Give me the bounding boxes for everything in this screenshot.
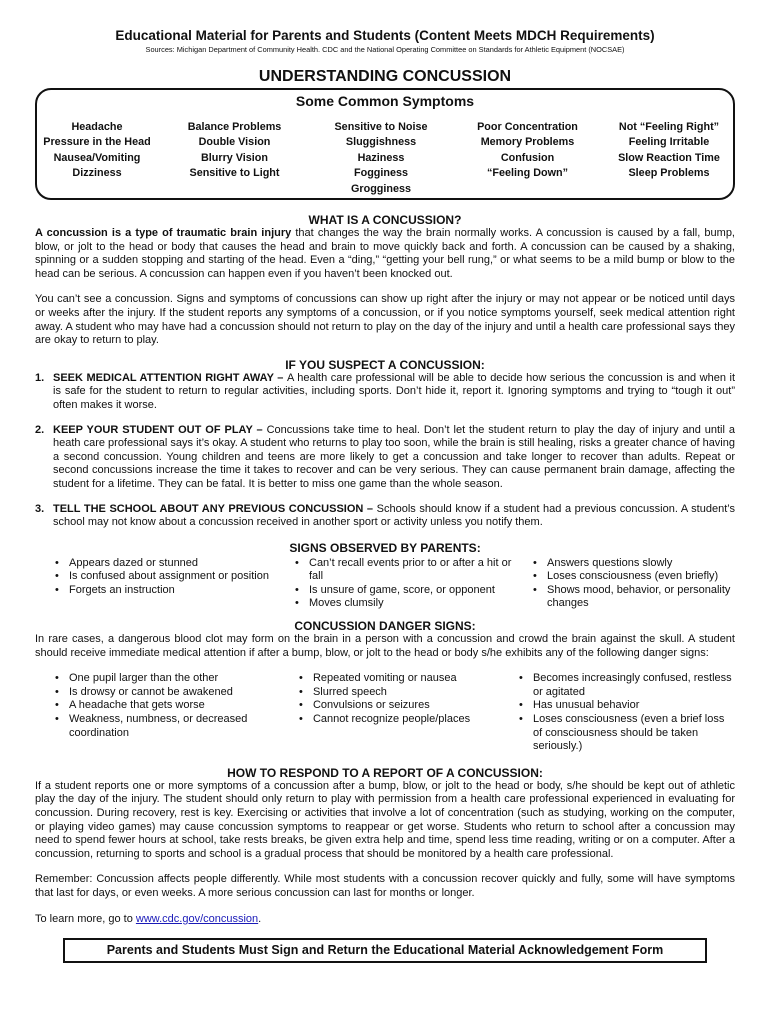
respond-paragraph-1: If a student reports one or more symptoms of a concussion after a bump, blow, or jolt to the head or body, s/he should be kept out of athletic play the day of the injury. The student should only return to play with permission from a health care professional experienced in evaluating for concussion. During recovery, rest is key. Exercising or activities that involve a lot of concentration (such as studying, working on the computer, or playing video games) may cause concussion symptoms to reappear or get worse. Students who return to school after a concussion may need to spend fewer hours at school, take rests breaks, be given extra help and time, spend less time reading, writing or on a computer. After a concussion, returning to sports and school is a gradual process that should be monitored by a health care professional. — [35, 779, 735, 860]
suspect-heading: IF YOU SUSPECT A CONCUSSION: — [285, 357, 485, 372]
symptom-item: “Feeling Down” — [487, 167, 568, 180]
symptom-item: Dizziness — [72, 167, 122, 180]
symptom-item: Sensitive to Light — [189, 167, 280, 180]
symptom-item: Sensitive to Noise — [334, 121, 428, 133]
danger-item: • Becomes increasingly confused, restless or agitated — [515, 672, 735, 699]
danger-item: • Repeated vomiting or nausea — [295, 672, 515, 686]
learn-more-line — [35, 913, 735, 927]
danger-item: • Cannot recognize people/places — [295, 713, 515, 727]
step-text: A health care professional will be able to decide how serious the concussion is and when it is safe for the student to return to regular activities, including sports. Don’t hide it, report it. Ignoring symptoms and trying to “tough it out” often makes it worse. — [53, 371, 736, 411]
symptom-item: Pressure in the Head — [43, 136, 151, 149]
cdc-link[interactable]: www.cdc.gov/concussion — [135, 912, 259, 925]
step-number: 1. — [35, 371, 45, 384]
danger-columns — [35, 672, 735, 754]
what-is-paragraph-2: You can’t see a concussion. Signs and symptoms of concussions can show up right after the injury or may not appear or be noticed until days or weeks after the injury. If the student reports any symptoms of a concussion, or if you notice symptoms yourself, seek medical attention right away. A student who may have had a concussion should not return to play on the day of the injury and until a health care professional says they are okay to return to play. — [35, 293, 735, 347]
respond-paragraph-2: Remember: Concussion affects people differently. While most students with a concussion recover quickly and fully, some will have symptoms that last for days, or even weeks. A more serious concussion can last for months or longer. — [35, 873, 735, 899]
sign-item: • Answers questions slowly — [529, 557, 734, 571]
symptom-item: Sluggishness — [345, 136, 417, 149]
main-title: UNDERSTANDING CONCUSSION — [258, 68, 512, 85]
symptom-item: Slow Reaction Time — [618, 151, 720, 164]
symptoms-column — [41, 120, 153, 197]
signs-column — [291, 557, 513, 611]
symptoms-column — [463, 120, 593, 197]
symptoms-column — [316, 120, 446, 197]
sign-item: • Shows mood, behavior, or personality changes — [529, 584, 734, 611]
signs-columns — [35, 557, 735, 611]
symptom-item: Blurry Vision — [200, 151, 268, 164]
sign-item: • Appears dazed or stunned — [51, 557, 283, 571]
suspect-step — [35, 372, 735, 413]
danger-heading: CONCUSSION DANGER SIGNS: — [294, 619, 476, 634]
signs-column — [51, 557, 283, 611]
learn-more-prefix: To learn more, go to — [35, 912, 136, 925]
what-is-text: that changes the way the brain normally works. A concussion is caused by a fall, bump, blow, or jolt to the head or body that causes the head and brain to move quickly back and forth. A concussion can be caused by a shaking, spinning or a sudden stopping and starting of the head. Even a “ding,” “getting your bell rung,” or what seems to be a mild bump or blow to the head can be serious. A concussion can happen even if you haven’t been knocked out. — [35, 227, 735, 280]
symptom-item: Not “Feeling Right” — [618, 121, 720, 133]
suspect-step — [35, 424, 735, 492]
symptom-item: Confusion — [500, 151, 555, 164]
what-is-paragraph-1 — [35, 227, 735, 281]
step-lead: TELL THE SCHOOL ABOUT ANY PREVIOUS CONCUSSION – — [53, 502, 377, 515]
sources-line: Sources: Michigan Department of Community Health. CDC and the National Operating Committee on Standards for Athletic Equipment (NOCSAE) — [145, 45, 625, 54]
respond-heading: HOW TO RESPOND TO A REPORT OF A CONCUSSION: — [227, 765, 543, 780]
symptom-item: Fogginess — [354, 167, 408, 180]
sign-item: • Loses consciousness (even briefly) — [529, 570, 734, 584]
symptom-item: Headache — [71, 121, 123, 133]
danger-column — [51, 672, 281, 754]
suspect-steps — [35, 372, 735, 530]
danger-column — [515, 672, 735, 754]
symptoms-columns — [37, 120, 733, 197]
sign-item: • Moves clumsily — [291, 597, 513, 611]
sign-item: • Is confused about assignment or position — [51, 570, 283, 584]
learn-more-suffix: . — [258, 912, 262, 925]
danger-column — [295, 672, 515, 754]
danger-item: • A headache that gets worse — [51, 699, 281, 713]
acknowledgement-banner: Parents and Students Must Sign and Return the Educational Material Acknowledgement Form — [63, 938, 707, 963]
step-text: Concussions take time to heal. Don’t let the student return to play the day of injury and until a heath care professional says it’s okay. A student who returns to play too soon, while the brain is still healing, risks a greater chance of having a second concussion. Young children and teens are more likely to get a concussion and take longer to recover than adults. Repeat or second concussions increase the time it takes to recover and can be very serious. They can cause permanent brain damage, affecting the student for a lifetime. They can be fatal. It is better to miss one game than the whole season. — [53, 423, 735, 490]
symptom-item: Double Vision — [198, 136, 271, 149]
danger-item: • Convulsions or seizures — [295, 699, 515, 713]
symptoms-column — [170, 120, 300, 197]
what-is-lead: A concussion is a type of traumatic brain injury — [35, 227, 292, 239]
symptoms-box — [35, 88, 735, 200]
danger-item: • Weakness, numbness, or decreased coordination — [51, 713, 281, 740]
header — [35, 28, 735, 86]
sign-item: • Can’t recall events prior to or after a hit or fall — [291, 557, 513, 584]
danger-item: • Has unusual behavior — [515, 699, 735, 713]
symptom-item: Poor Concentration — [477, 121, 578, 133]
symptom-item: Balance Problems — [187, 121, 282, 133]
signs-heading: SIGNS OBSERVED BY PARENTS: — [289, 540, 481, 555]
suspect-step — [35, 503, 735, 530]
signs-column — [529, 557, 734, 611]
document-title: Educational Material for Parents and Students (Content Meets MDCH Requirements) — [115, 28, 655, 43]
sign-item: • Is unsure of game, score, or opponent — [291, 584, 513, 598]
danger-item: • Slurred speech — [295, 686, 515, 700]
symptom-item: Nausea/Vomiting — [53, 151, 141, 164]
step-number: 3. — [35, 502, 45, 515]
symptom-item: Grogginess — [351, 182, 411, 195]
symptoms-column — [609, 120, 729, 197]
danger-intro: In rare cases, a dangerous blood clot may form on the brain in a person with a concussion and crowd the brain against the skull. A student should receive immediate medical attention if after a bump, blow, or jolt to the head or body s/he exhibits any of the following danger signs: — [35, 633, 735, 659]
step-lead: KEEP YOUR STUDENT OUT OF PLAY – — [53, 423, 267, 436]
danger-item: • One pupil larger than the other — [51, 672, 281, 686]
step-number: 2. — [35, 423, 45, 436]
danger-item: • Loses consciousness (even a brief loss of consciousness should be taken seriously.) — [515, 713, 735, 754]
document-page — [35, 28, 735, 963]
symptom-item: Sleep Problems — [628, 167, 710, 180]
symptoms-title: Some Common Symptoms — [295, 93, 475, 109]
what-is-heading: WHAT IS A CONCUSSION? — [308, 213, 462, 227]
step-lead: SEEK MEDICAL ATTENTION RIGHT AWAY – — [53, 371, 287, 384]
symptom-item: Memory Problems — [480, 136, 575, 149]
symptom-item: Haziness — [357, 151, 405, 164]
danger-item: • Is drowsy or cannot be awakened — [51, 686, 281, 700]
symptom-item: Feeling Irritable — [628, 136, 710, 149]
footer-wrap — [35, 938, 735, 963]
step-text: Schools should know if a student had a previous concussion. A student’s school may not know about a concussion received in another sport or activity unless you notify them. — [53, 502, 735, 529]
sign-item: • Forgets an instruction — [51, 584, 283, 598]
